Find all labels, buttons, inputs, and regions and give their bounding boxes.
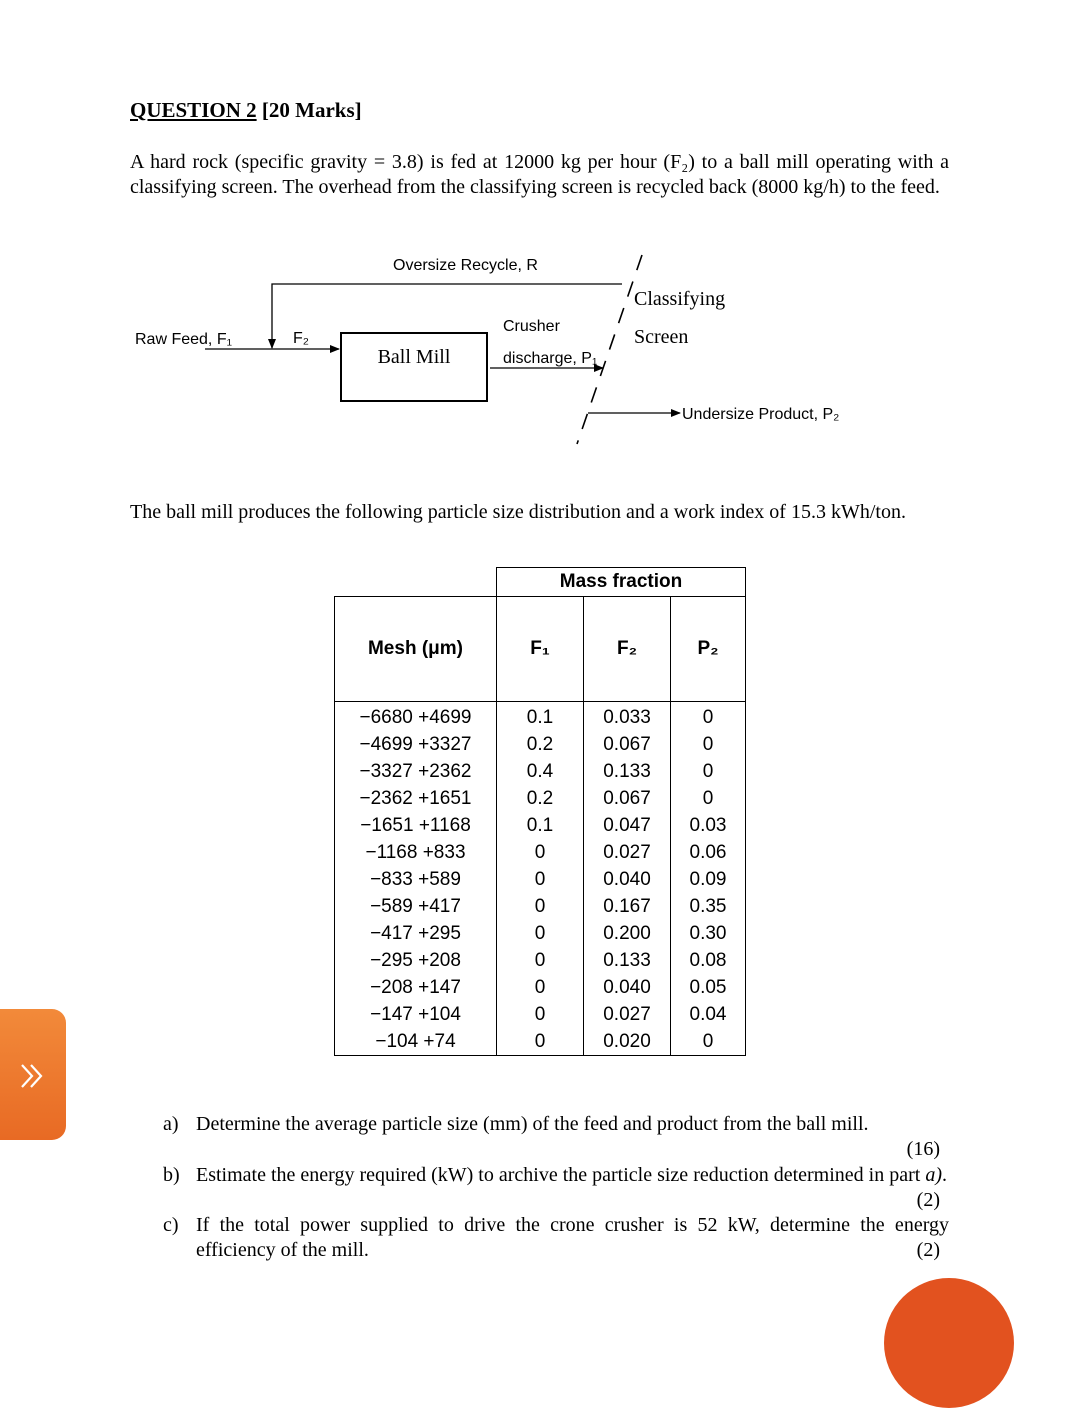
f2-cell: 0.133 (584, 758, 671, 785)
mesh-cell: −1651 +1168 (335, 812, 497, 839)
f2-column-header: F₂ (584, 597, 671, 702)
table-row (335, 812, 746, 839)
mesh-cell: −589 +417 (335, 893, 497, 920)
part-a-letter: a) (163, 1113, 179, 1135)
p2-cell: 0 (671, 785, 746, 812)
f1-cell: 0.1 (497, 702, 584, 732)
part-c-text: If the total power supplied to drive the crone crusher is 52 kW, determine the energy efficiency of the mill. (196, 1214, 949, 1261)
part-b-marks: (2) (916, 1189, 940, 1211)
mesh-cell: −104 +74 (335, 1028, 497, 1056)
p2-cell: 0.05 (671, 974, 746, 1001)
p2-cell: 0.09 (671, 866, 746, 893)
f1-cell: 0 (497, 947, 584, 974)
process-flow-diagram (0, 240, 1080, 460)
discharge-label: discharge, P₁ (503, 350, 598, 367)
f2-cell: 0.133 (584, 947, 671, 974)
f1-cell: 0.1 (497, 812, 584, 839)
table-row (335, 758, 746, 785)
mesh-cell: −833 +589 (335, 866, 497, 893)
size-distribution-table (334, 567, 746, 1056)
table-row (335, 893, 746, 920)
table-row (335, 1028, 746, 1056)
f2-cell: 0.033 (584, 702, 671, 732)
f1-cell: 0.4 (497, 758, 584, 785)
screen-label-line2: Screen (634, 326, 689, 348)
intro-paragraph: A hard rock (specific gravity = 3.8) is fed at 12000 kg per hour (F₂) to a ball mill operating with a classifying screen. The overhead from the classifying screen is recycled back (8000 kg/h) to the feed. (130, 151, 949, 198)
corner-decoration (884, 1278, 1014, 1408)
mesh-cell: −417 +295 (335, 920, 497, 947)
f2-cell: 0.067 (584, 785, 671, 812)
f2-cell: 0.040 (584, 866, 671, 893)
f2-cell: 0.027 (584, 1001, 671, 1028)
f1-cell: 0 (497, 839, 584, 866)
f2-cell: 0.020 (584, 1028, 671, 1056)
part-b-letter: b) (163, 1164, 180, 1186)
p2-cell: 0 (671, 758, 746, 785)
table-row (335, 974, 746, 1001)
f2-cell: 0.067 (584, 731, 671, 758)
mesh-cell: −4699 +3327 (335, 731, 497, 758)
f2-label: F₂ (293, 330, 309, 347)
f1-column-header: F₁ (497, 597, 584, 702)
p2-cell: 0 (671, 702, 746, 732)
f2-cell: 0.200 (584, 920, 671, 947)
question-title: QUESTION 2 (130, 98, 257, 122)
f1-cell: 0.2 (497, 785, 584, 812)
table-row (335, 920, 746, 947)
mesh-column-header: Mesh (μm) (335, 597, 497, 702)
next-page-button[interactable] (0, 1009, 66, 1140)
table-corner-blank (335, 568, 497, 597)
p2-cell: 0 (671, 731, 746, 758)
screen-label-line1: Classifying (634, 288, 726, 310)
part-b-text: Estimate the energy required (kW) to archive the particle size reduction determined in part a). (196, 1164, 947, 1186)
double-chevron-right-icon (18, 1061, 48, 1091)
f2-cell: 0.040 (584, 974, 671, 1001)
part-a-text: Determine the average particle size (mm) of the feed and product from the ball mill. (196, 1113, 869, 1135)
ball-mill-box (340, 332, 488, 402)
table-row (335, 866, 746, 893)
part-c (163, 1213, 949, 1263)
f1-cell: 0 (497, 920, 584, 947)
table-row (335, 1001, 746, 1028)
mesh-cell: −1168 +833 (335, 839, 497, 866)
table-row (335, 702, 746, 732)
f1-cell: 0 (497, 1001, 584, 1028)
mass-fraction-header: Mass fraction (497, 568, 746, 597)
p2-cell: 0.30 (671, 920, 746, 947)
part-b (163, 1163, 949, 1213)
mesh-cell: −295 +208 (335, 947, 497, 974)
mesh-cell: −2362 +1651 (335, 785, 497, 812)
part-a (163, 1112, 949, 1162)
f1-cell: 0 (497, 866, 584, 893)
part-c-marks: (2) (916, 1239, 940, 1261)
part-c-letter: c) (163, 1214, 179, 1236)
question-heading (130, 98, 362, 123)
p2-cell: 0.04 (671, 1001, 746, 1028)
f1-cell: 0.2 (497, 731, 584, 758)
mesh-cell: −208 +147 (335, 974, 497, 1001)
p2-cell: 0.08 (671, 947, 746, 974)
table-row (335, 731, 746, 758)
f1-cell: 0 (497, 1028, 584, 1056)
table-row (335, 839, 746, 866)
distribution-paragraph: The ball mill produces the following particle size distribution and a work index of 15.3 kWh/ton. (130, 501, 906, 523)
f1-cell: 0 (497, 974, 584, 1001)
p2-cell: 0 (671, 1028, 746, 1056)
p2-cell: 0.06 (671, 839, 746, 866)
f2-cell: 0.167 (584, 893, 671, 920)
question-marks: [20 Marks] (261, 98, 362, 122)
mesh-cell: −6680 +4699 (335, 702, 497, 732)
raw-feed-label: Raw Feed, F₁ (135, 331, 232, 348)
p2-column-header: P₂ (671, 597, 746, 702)
product-label: Undersize Product, P₂ (682, 406, 840, 423)
p2-cell: 0.35 (671, 893, 746, 920)
mesh-cell: −147 +104 (335, 1001, 497, 1028)
table-row (335, 785, 746, 812)
f2-cell: 0.027 (584, 839, 671, 866)
p2-cell: 0.03 (671, 812, 746, 839)
f2-cell: 0.047 (584, 812, 671, 839)
part-a-marks: (16) (906, 1138, 940, 1160)
ball-mill-label: Ball Mill (377, 346, 451, 368)
mesh-cell: −3327 +2362 (335, 758, 497, 785)
table-row (335, 947, 746, 974)
recycle-label: Oversize Recycle, R (393, 257, 538, 274)
crusher-label: Crusher (503, 318, 560, 335)
f1-cell: 0 (497, 893, 584, 920)
